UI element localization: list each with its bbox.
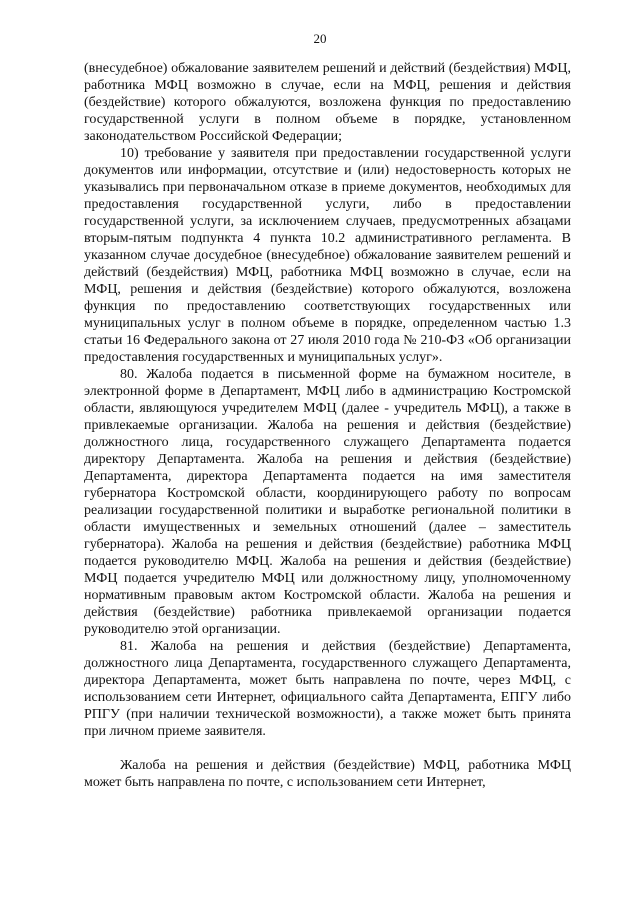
page-number: 20 xyxy=(313,31,327,46)
paragraph-continuation: (внесудебное) обжалование заявителем решений и действий (бездействия) МФЦ, работника МФЦ возможно в случае, если на МФЦ, решения и действия (бездействие) которого обжалуются, возложена функция по предоставлению государственной услуги в полном объеме в порядке, установленном законодательством Российской Федерации; xyxy=(84,61,571,144)
document-body xyxy=(84,60,571,791)
paragraph-clause-80: 80. Жалоба подается в письменной форме на бумажном носителе, в электронной форме в Департамент, МФЦ либо в администрацию Костромской области, являющуюся учредителем МФЦ (далее - учредитель МФЦ), а также в привлекаемые организации. Жалоба на решения и действия (бездействие) должностного лица, государственного служащего Департамента подается директору Департамента. Жалоба на решения и действия (бездействие) Департамента, директора Департамента подается на имя заместителя губернатора Костромской области, координирующего работу по вопросам реализации государственной политики и выработке региональной политики в области имущественных и земельных отношений (далее – заместитель губернатора). Жалоба на решения и действия (бездействие) работника МФЦ подается руководителю МФЦ. Жалоба на решения и действия (бездействие) МФЦ подается учредителю МФЦ или должностному лицу, уполномоченному нормативным правовым актом Костромской области. Жалоба на решения и действия (бездействие) работника привлекаемой организации подается руководителю этой организации. xyxy=(84,367,571,637)
paragraph-clause-81: 81. Жалоба на решения и действия (бездействие) Департамента, должностного лица Департамента, государственного служащего Департамента, директора Департамента, может быть направлена по почте, через МФЦ, с использованием сети Интернет, официального сайта Департамента, ЕПГУ либо РПГУ (при наличии технической возможности), а также может быть принята при личном приеме заявителя. xyxy=(84,639,571,739)
paragraph-item-10: 10) требование у заявителя при предоставлении государственной услуги документов или информации, отсутствие и (или) недостоверность которых не указывались при первоначальном отказе в приеме документов, необходимых для предоставления государственной услуги, либо в предоставлении государственной услуги, за исключением случаев, предусмотренных абзацами вторым-пятым подпункта 4 пункта 10.2 административного регламента. В указанном случае досудебное (внесудебное) обжалование заявителем решений и действий (бездействия) МФЦ, работника МФЦ возможно в случае, если на МФЦ, решения и действия (бездействие) которого обжалуются, возложена функция по предоставлению соответствующих государственных или муниципальных услуг в полном объеме в порядке, определенном частью 1.3 статьи 16 Федерального закона от 27 июля 2010 года № 210-ФЗ «Об организации предоставления государственных и муниципальных услуг». xyxy=(84,146,571,365)
paragraph-mfc-complaint: Жалоба на решения и действия (бездействие) МФЦ, работника МФЦ может быть направлена по почте, с использованием сети Интернет, xyxy=(84,758,571,790)
